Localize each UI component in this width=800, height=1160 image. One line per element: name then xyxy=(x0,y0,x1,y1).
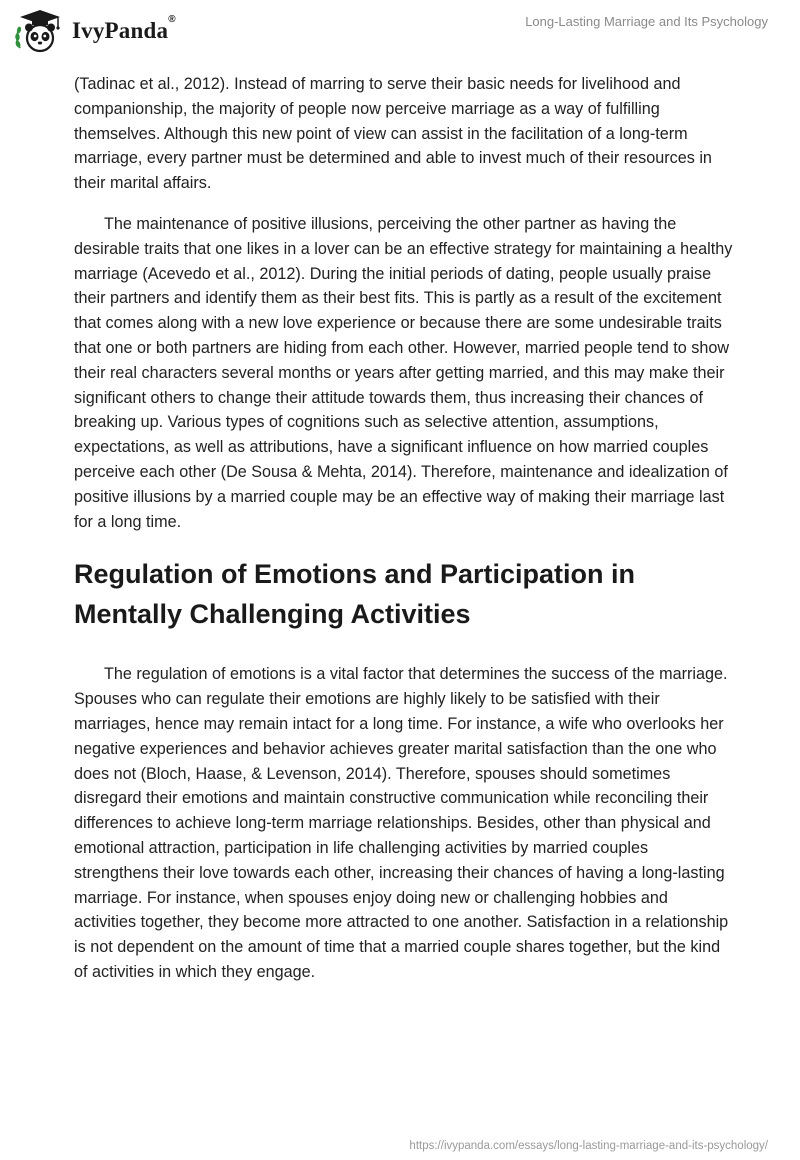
registered-mark: ® xyxy=(168,14,176,25)
footer-url-link[interactable]: https://ivypanda.com/essays/long-lasting-marriage-and-its-psychology/ xyxy=(409,1140,768,1152)
logo-name: IvyPanda xyxy=(72,18,169,43)
essay-content xyxy=(74,72,734,985)
logo-wordmark xyxy=(72,14,176,44)
page-header xyxy=(0,0,800,60)
paragraph-1: (Tadinac et al., 2012). Instead of marring to serve their basic needs for livelihood and companionship, the majority of people now perceive marriage as a way of fulfilling themselves. Although this new point of view can assist in the facilitation of a long-term marriage, every partner must be determined and able to invest much of their resources in their marital affairs. xyxy=(74,75,712,193)
paragraph-2: The maintenance of positive illusions, perceiving the other partner as having the desirable traits that one likes in a lover can be an effective strategy for maintaining a healthy marriage (Acevedo et al., 2012). During the initial periods of dating, people usually praise their partners and identify them as their best fits. This is partly as a result of the excitement that comes along with a new love experience or because there are some undesirable traits that one or both partners are hiding from each other. However, married people tend to show their real characters several months or years after getting married, and this may make their significant others to change their attitude towards them, thus increasing their chances of breaking up. Various types of cognitions such as selective attention, assumptions, expectations, as well as attributions, have a significant influence on how married couples perceive each other (De Sousa & Mehta, 2014). Therefore, maintenance and idealization of positive illusions by a married couple may be an effective way of making their marriage last for a long time. xyxy=(74,214,733,531)
ivypanda-logo[interactable] xyxy=(14,8,176,54)
document-title: Long-Lasting Marriage and Its Psychology xyxy=(525,14,768,29)
section-heading: Regulation of Emotions and Participation in Mentally Challenging Activities xyxy=(74,559,636,630)
paragraph-3: The regulation of emotions is a vital factor that determines the success of the marriage. Spouses who can regulate their emotions are highly likely to be satisfied with their marriages, hence may remain intact for a long time. For instance, a wife who overlooks her negative experiences and behavior achieves greater marital satisfaction than the one who does not (Bloch, Haase, & Levenson, 2014). Therefore, spouses should sometimes disregard their emotions and maintain constructive communication while reconciling their differences to achieve long-term marriage relationships. Besides, other than physical and emotional attraction, participation in life challenging activities by married couples strengthens their love towards each other, increasing their chances of having a long-lasting marriage. For instance, when spouses enjoy doing new or challenging hobbies and activities together, they become more attracted to one another. Satisfaction in a relationship is not dependent on the amount of time that a married couple shares together, but the kind of activities in which they engage. xyxy=(74,665,729,981)
panda-logo-icon xyxy=(14,8,66,54)
